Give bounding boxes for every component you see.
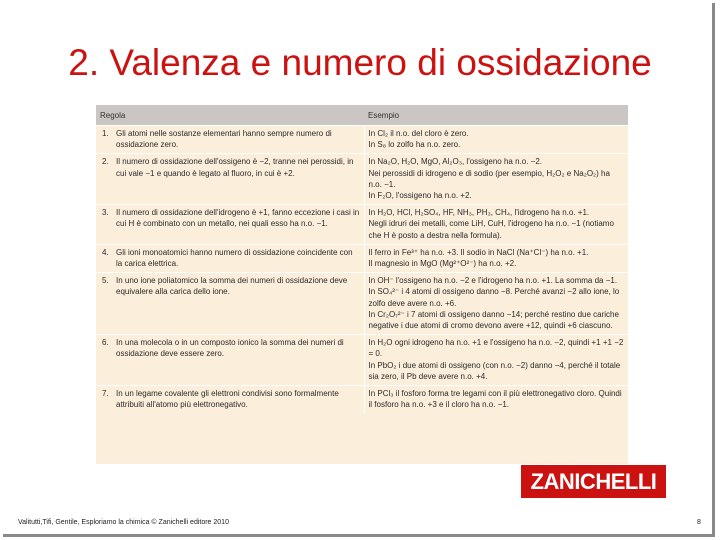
- example-line: In OH⁻ l'ossigeno ha n.o. −2 e l'idrogeno ha n.o. +1. La somma da −1.: [368, 276, 618, 286]
- slide-title: 2. Valenza e numero di ossidazione: [68, 42, 652, 83]
- example-cell: [364, 244, 628, 272]
- rule-number: 5.: [102, 276, 109, 286]
- rule-cell: [96, 335, 364, 386]
- example-line: Il ferro in Fe³⁺ ha n.o. +3. Il sodio in NaCl (Na⁺Cl⁻) ha n.o. +1.: [368, 247, 589, 257]
- rule-number: 6.: [102, 338, 109, 348]
- footer-credit: Valitutti,Tifi, Gentile, Esploriamo la chimica © Zanichelli editore 2010: [18, 519, 229, 526]
- rule-text: In un legame covalente gli elettroni condivisi sono formalmente attribuiti all'atomo più elettronegativo.: [116, 389, 339, 410]
- rule-text: Gli atomi nelle sostanze elementari hanno sempre numero di ossidazione zero.: [116, 129, 332, 150]
- table-row: [96, 154, 628, 205]
- rule-number: 7.: [102, 389, 109, 399]
- rule-number: 3.: [102, 208, 109, 218]
- table-row: [96, 273, 628, 335]
- example-line: In PbO₂ i due atomi di ossigeno (con n.o. −2) danno −4, perché il totale sia zero, il Pb deve avere n.o. +4.: [368, 360, 621, 381]
- rule-cell: [96, 205, 364, 245]
- zanichelli-logo: ZANICHELLI: [521, 465, 666, 498]
- example-line: Il magnesio in MgO (Mg²⁺O²⁻) ha n.o. +2.: [368, 259, 517, 269]
- example-line: In S₈ lo zolfo ha n.o. zero.: [368, 140, 461, 150]
- rule-number: 4.: [102, 247, 109, 257]
- rule-cell: [96, 126, 364, 154]
- rule-cell: [96, 244, 364, 272]
- example-line: In H₂O ogni idrogeno ha n.o. +1 e l'ossigeno ha n.o. −2, quindi +1 +1 −2 = 0.: [368, 338, 624, 359]
- example-line: In H₂O, HCl, H₂SO₄, HF, NH₃, PH₃, CH₄, l'idrogeno ha n.o. +1.: [368, 208, 590, 218]
- example-line: Negli idruri dei metalli, come LiH, CuH, l'idrogeno ha n.o. −1 (notiamo che H è posto a destra nella formula).: [368, 219, 614, 240]
- example-cell: [364, 205, 628, 245]
- rule-cell: [96, 154, 364, 205]
- example-cell: [364, 335, 628, 386]
- example-line: Nei perossidi di idrogeno e di sodio (per esempio, H₂O₂ e Na₂O₂) ha n.o. −1.: [368, 168, 610, 189]
- table-row: [96, 205, 628, 245]
- example-line: In Na₂O, H₂O, MgO, Al₂O₃, l'ossigeno ha n.o. −2.: [368, 157, 543, 167]
- table-row: [96, 126, 628, 154]
- rule-number: 2.: [102, 157, 109, 167]
- example-cell: [364, 154, 628, 205]
- table-row: [96, 335, 628, 386]
- page-number: 8: [697, 519, 701, 526]
- table-row: [96, 244, 628, 272]
- rule-text: Gli ioni monoatomici hanno numero di ossidazione coincidente con la carica elettrica.: [116, 247, 353, 269]
- oxidation-rules-table: [96, 105, 628, 464]
- example-line: In Cl₂ il n.o. del cloro è zero.: [368, 129, 469, 138]
- rule-cell: [96, 386, 364, 414]
- header-example: Esempio: [364, 105, 628, 126]
- table-row: [96, 386, 628, 414]
- example-line: In SO₄²⁻ i 4 atomi di ossigeno danno −8. Perché avanzi −2 allo ione, lo zolfo deve avere n.o. +6.: [368, 287, 620, 308]
- rule-number: 1.: [102, 129, 109, 138]
- header-rule: Regola: [96, 105, 364, 126]
- rule-text: Il numero di ossidazione dell'ossigeno è −2, tranne nei perossidi, in cui vale −1 e quando è legato al fluoro, in cui è +2.: [116, 157, 354, 178]
- rule-cell: [96, 273, 364, 335]
- table-header-row: [96, 105, 628, 126]
- rule-text: Il numero di ossidazione dell'idrogeno è +1, fanno eccezione i casi in cui H è combinato con un metallo, nei quali esso ha n.o. −1.: [116, 208, 360, 229]
- example-line: In F₂O, l'ossigeno ha n.o. +2.: [368, 191, 472, 201]
- example-cell: [364, 273, 628, 335]
- rule-text: In una molecola o in un composto ionico la somma dei numeri di ossidazione deve essere zero.: [116, 338, 344, 359]
- rule-text: In uno ione poliatomico la somma dei numeri di ossidazione deve equivalere alla carica dello ione.: [116, 276, 348, 297]
- example-line: In Cr₂O₇²⁻ i 7 atomi di ossigeno danno −14; perché restino due cariche negative i due atomi di cromo devono avere +12, quindi +6 ciascuno.: [368, 309, 619, 331]
- example-cell: [364, 386, 628, 414]
- example-cell: [364, 126, 628, 154]
- example-line: In PCl₃ il fosforo forma tre legami con il più elettronegativo cloro. Quindi il fosforo ha n.o. +3 e il cloro ha n.o. −1.: [368, 389, 622, 410]
